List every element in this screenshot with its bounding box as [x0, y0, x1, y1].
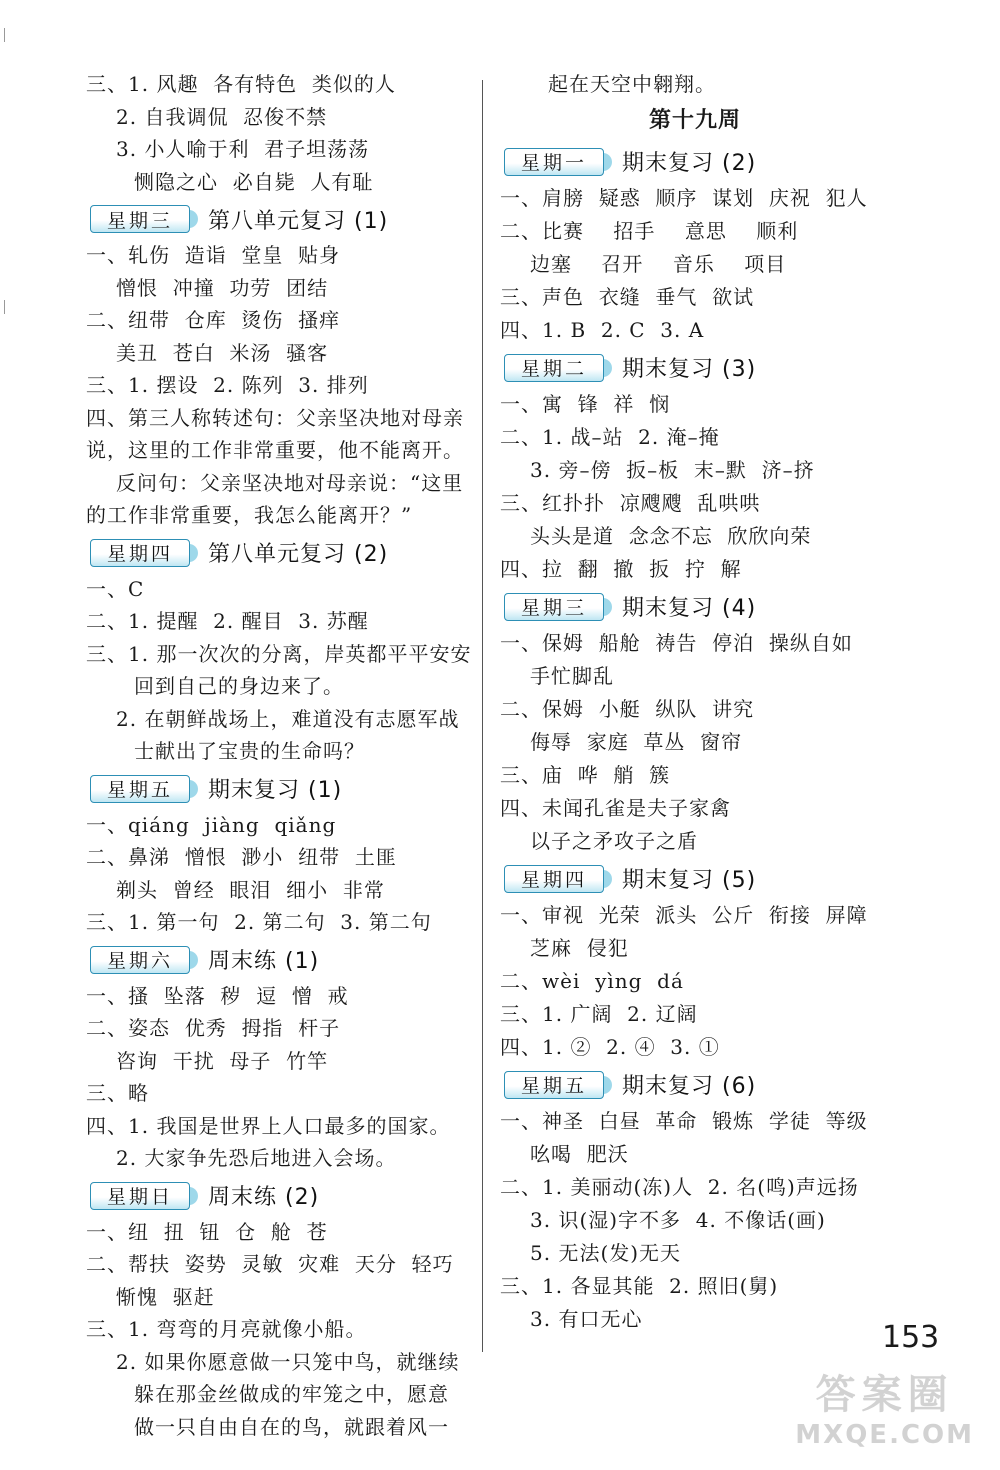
- right-column: [500, 68, 890, 1336]
- answer-line: 一、寓 锋 祥 悯: [500, 391, 671, 416]
- answer-line: 二、比赛 招手 意思 顺利: [500, 218, 799, 243]
- answer-line: 二、wèi yìng dá: [500, 968, 684, 993]
- answer-line: 一、轧伤 造诣 堂皇 贴身: [86, 243, 341, 267]
- answer-line: 美丑 苍白 米汤 骚客: [116, 340, 329, 365]
- answer-line: 3. 小人喻于利 君子坦荡荡: [116, 137, 370, 161]
- section-title: 期末复习 (2): [622, 151, 757, 176]
- section-header: [86, 1177, 466, 1215]
- section-title: 第八单元复习 (2): [208, 542, 389, 567]
- section-title: 期末复习 (5): [622, 868, 757, 893]
- section-title: 期末复习 (4): [622, 596, 757, 621]
- section-title: 期末复习 (6): [622, 1074, 757, 1099]
- answer-line: 惭愧 驱赶: [116, 1284, 215, 1309]
- answer-line: 3. 旁–傍 扳–板 末–默 济–挤: [530, 457, 815, 482]
- day-badge-label: 星期日: [106, 1186, 173, 1208]
- answer-line: 躲在那金丝做成的牢笼之中，愿意: [134, 1382, 449, 1406]
- answer-line: 三、红扑扑 凉飕飕 乱哄哄: [500, 490, 761, 515]
- answer-line: 芝麻 侵犯: [530, 935, 629, 960]
- section-title: 期末复习 (3): [622, 357, 757, 382]
- section-header: [86, 941, 466, 979]
- answer-line: 一、C: [86, 576, 145, 601]
- day-badge-label: 星期二: [520, 358, 587, 380]
- answer-line: 说，这里的工作非常重要，他不能离开。: [86, 438, 464, 462]
- answer-line: 5. 无法(发)无天: [530, 1240, 682, 1265]
- answer-line: 二、1. 美丽动(冻)人 2. 名(鸣)声远扬: [500, 1174, 859, 1199]
- section-title: 周末练 (2): [208, 1185, 320, 1210]
- day-badge-label: 星期四: [106, 543, 173, 565]
- day-badge-label: 星期六: [106, 950, 173, 972]
- day-badge-label: 星期三: [520, 597, 587, 619]
- day-badge: [90, 539, 190, 567]
- answer-line: 三、1. 各显其能 2. 照旧(舅): [500, 1273, 779, 1298]
- answer-line: 三、庙 哗 艄 簇: [500, 762, 671, 787]
- day-badge-label: 星期四: [520, 869, 587, 891]
- answer-line: 三、声色 衣缝 垂气 欲试: [500, 284, 755, 309]
- answer-line: 一、神圣 白昼 革命 锻炼 学徒 等级: [500, 1108, 868, 1133]
- day-badge: [504, 593, 604, 621]
- answer-line: 一、纽 扭 钮 仓 舱 苍: [86, 1219, 328, 1244]
- answer-line: 三、略: [86, 1081, 149, 1105]
- answer-line: 二、帮扶 姿势 灵敏 灾难 天分 轻巧: [86, 1252, 454, 1276]
- answer-line: 憎恨 冲撞 功劳 团结: [116, 275, 329, 300]
- answer-line: 2. 自我调侃 忍俊不禁: [116, 104, 328, 129]
- day-badge-label: 星期一: [520, 152, 587, 174]
- answer-line: 四、1. B 2. C 3. A: [500, 317, 705, 342]
- answer-line: 头头是道 念念不忘 欣欣向荣: [530, 523, 812, 548]
- watermark: [795, 1363, 974, 1450]
- answer-line: 一、审视 光荣 派头 公斤 衔接 屏障: [500, 902, 868, 927]
- section-header: [500, 1066, 890, 1104]
- day-badge-label: 星期五: [520, 1075, 587, 1097]
- watermark-url: MXQE.COM: [795, 1420, 974, 1450]
- answer-line: 三、1. 弯弯的月亮就像小船。: [86, 1317, 367, 1341]
- margin-mark: [4, 300, 5, 314]
- section-header: [86, 200, 466, 238]
- answer-line: 3. 有口无心: [530, 1306, 643, 1331]
- day-badge: [504, 865, 604, 893]
- section-header: [86, 770, 466, 808]
- day-badge-label: 星期三: [106, 209, 173, 232]
- answer-line: 士献出了宝贵的生命吗？: [134, 739, 365, 763]
- answer-line: 二、1. 提醒 2. 醒目 3. 苏醒: [86, 609, 369, 633]
- day-badge: [504, 354, 604, 382]
- answer-line: 3. 识(湿)字不多 4. 不像话(画): [530, 1207, 826, 1232]
- answer-line: 回到自己的身边来了。: [134, 674, 344, 698]
- watermark-logo: 答案圈: [815, 1372, 954, 1418]
- left-column: [86, 68, 472, 1443]
- answer-line: 四、第三人称转述句：父亲坚决地对母亲: [86, 405, 464, 430]
- answer-line: 二、姿态 优秀 拇指 杆子: [86, 1016, 341, 1040]
- answer-line: 反问句：父亲坚决地对母亲说：“这里: [116, 470, 464, 495]
- answer-line: 咨询 干扰 母子 竹竿: [116, 1048, 329, 1073]
- answer-line: 剃头 曾经 眼泪 细小 非常: [116, 877, 385, 902]
- answer-line: 边塞 召开 音乐 项目: [530, 251, 787, 276]
- answer-line: 三、1. 那一次次的分离，岸英都平平安安: [86, 641, 472, 666]
- day-badge: [90, 1182, 190, 1210]
- answer-line: 三、1. 第一句 2. 第二句 3. 第二句: [86, 910, 432, 934]
- week-title: 第十九周: [648, 107, 741, 133]
- section-title: 周末练 (1): [208, 949, 320, 974]
- section-header: [500, 860, 890, 898]
- answer-line: 三、1. 风趣 各有特色 类似的人: [86, 72, 396, 96]
- section-header: [86, 534, 466, 572]
- answer-line: 四、1. ② 2. ④ 3. ①: [500, 1034, 720, 1059]
- answer-line: 一、保姆 船舱 祷告 停泊 操纵自如: [500, 630, 853, 655]
- answer-line: 三、1. 广阔 2. 辽阔: [500, 1001, 698, 1026]
- answer-line: 起在天空中翱翔。: [548, 72, 716, 96]
- answer-line: 2. 在朝鲜战场上，难道没有志愿军战: [116, 706, 460, 731]
- day-badge: [90, 205, 190, 233]
- answer-line: 四、未闻孔雀是夫子家禽: [500, 795, 731, 820]
- answer-line: 二、鼻涕 憎恨 渺小 纽带 土匪: [86, 845, 397, 869]
- page-number: 153: [882, 1320, 940, 1355]
- answer-line: 一、qiáng jiàng qiǎng: [86, 812, 337, 837]
- day-badge: [504, 148, 604, 176]
- section-title: 期末复习 (1): [208, 778, 343, 803]
- answer-line: 做一只自由自在的鸟，就跟着风一: [134, 1414, 449, 1439]
- answer-line: 二、保姆 小艇 纵队 讲究: [500, 696, 755, 721]
- answer-line: 吆喝 肥沃: [530, 1141, 629, 1166]
- answer-line: 的工作非常重要，我怎么能离开？”: [86, 503, 413, 527]
- day-badge: [90, 775, 190, 803]
- answer-line: 以子之矛攻子之盾: [530, 828, 698, 853]
- day-badge-label: 星期五: [106, 779, 173, 801]
- margin-mark: [4, 28, 5, 42]
- column-divider: [482, 80, 483, 1352]
- answer-line: 一、肩膀 疑惑 顺序 谋划 庆祝 犯人: [500, 185, 868, 210]
- answer-line: 2. 大家争先恐后地进入会场。: [116, 1146, 397, 1170]
- answer-line: 四、拉 翻 撤 扳 拧 解: [500, 556, 742, 581]
- day-badge: [90, 946, 190, 974]
- answer-line: 二、1. 战–站 2. 淹–掩: [500, 424, 720, 449]
- day-badge: [504, 1071, 604, 1099]
- section-title: 第八单元复习 (1): [208, 208, 389, 234]
- answer-line: 恻隐之心 必自毙 人有耻: [134, 169, 374, 194]
- section-header: [500, 349, 890, 387]
- answer-line: 二、纽带 仓库 烫伤 搔痒: [86, 308, 341, 332]
- answer-line: 一、搔 坠落 秽 逗 憎 戒: [86, 983, 349, 1008]
- answer-line: 四、1. 我国是世界上人口最多的国家。: [86, 1113, 451, 1138]
- answer-line: 侮辱 家庭 草丛 窗帘: [530, 729, 743, 754]
- answer-line: 三、1. 摆设 2. 陈列 3. 排列: [86, 373, 369, 397]
- answer-line: 手忙脚乱: [530, 663, 614, 688]
- answer-line: 2. 如果你愿意做一只笼中鸟，就继续: [116, 1349, 460, 1374]
- section-header: [500, 588, 890, 626]
- section-header: [500, 143, 890, 181]
